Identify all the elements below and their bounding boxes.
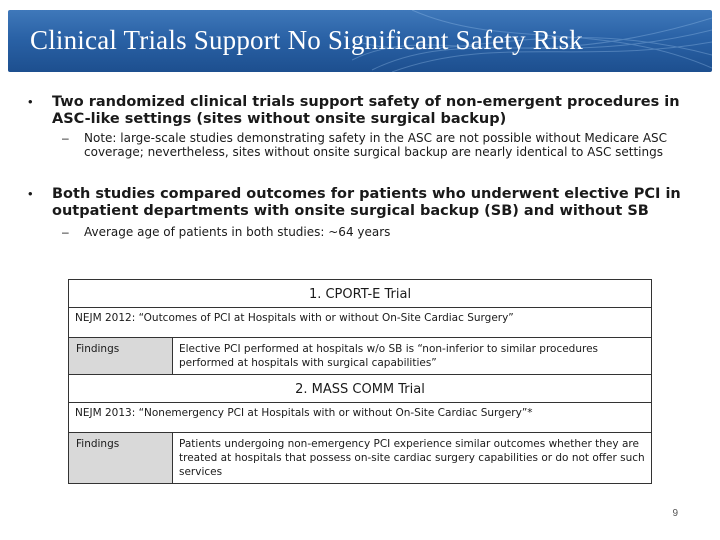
bullet-text: Two randomized clinical trials support safety of non-emergent procedures in ASC-like settings (sites without onsite surgical backup) [52,94,680,127]
trial-findings-row [69,338,652,375]
bullet-text: Both studies compared outcomes for patients who underwent elective PCI in outpatient departments with onsite surgical backup (SB) and without SB [52,186,681,219]
sub-bullet-text: Average age of patients in both studies: ~64 years [84,225,391,239]
trial-heading-row [69,280,652,308]
trials-table [68,279,652,484]
sub-bullet-text: Note: large-scale studies demonstrating safety in the ASC are not possible without Medicare ASC coverage; nevertheless, sites without onsite surgical backup are nearly identical to ASC settings [84,131,668,159]
sub-bullet-marker: – [62,131,69,145]
bullet-marker: • [28,186,33,201]
trial-citation-row [69,403,652,433]
trial-heading-row [69,375,652,403]
trial-citation: NEJM 2012: “Outcomes of PCI at Hospitals with or without On-Site Cardiac Surgery” [69,308,652,338]
findings-text: Elective PCI performed at hospitals w/o SB is “non-inferior to similar procedures performed at hospitals with surgical capabilities” [173,338,652,375]
trial-heading: 2. MASS COMM Trial [69,375,652,403]
page-number: 9 [672,508,678,519]
trial-citation: NEJM 2013: “Nonemergency PCI at Hospitals with or without On-Site Cardiac Surgery”* [69,403,652,433]
trial-citation-row [69,308,652,338]
findings-label: Findings [69,338,173,375]
findings-label: Findings [69,433,173,484]
trial-findings-row [69,433,652,484]
trial-heading: 1. CPORT-E Trial [69,280,652,308]
findings-text: Patients undergoing non-emergency PCI experience similar outcomes whether they are treated at hospitals that possess on-site cardiac surgery capabilities or do not offer such services [173,433,652,484]
sub-bullet-marker: – [62,225,69,239]
bullet-marker: • [28,94,33,109]
title-banner [8,10,712,72]
slide-title: Clinical Trials Support No Significant Safety Risk [30,25,584,55]
